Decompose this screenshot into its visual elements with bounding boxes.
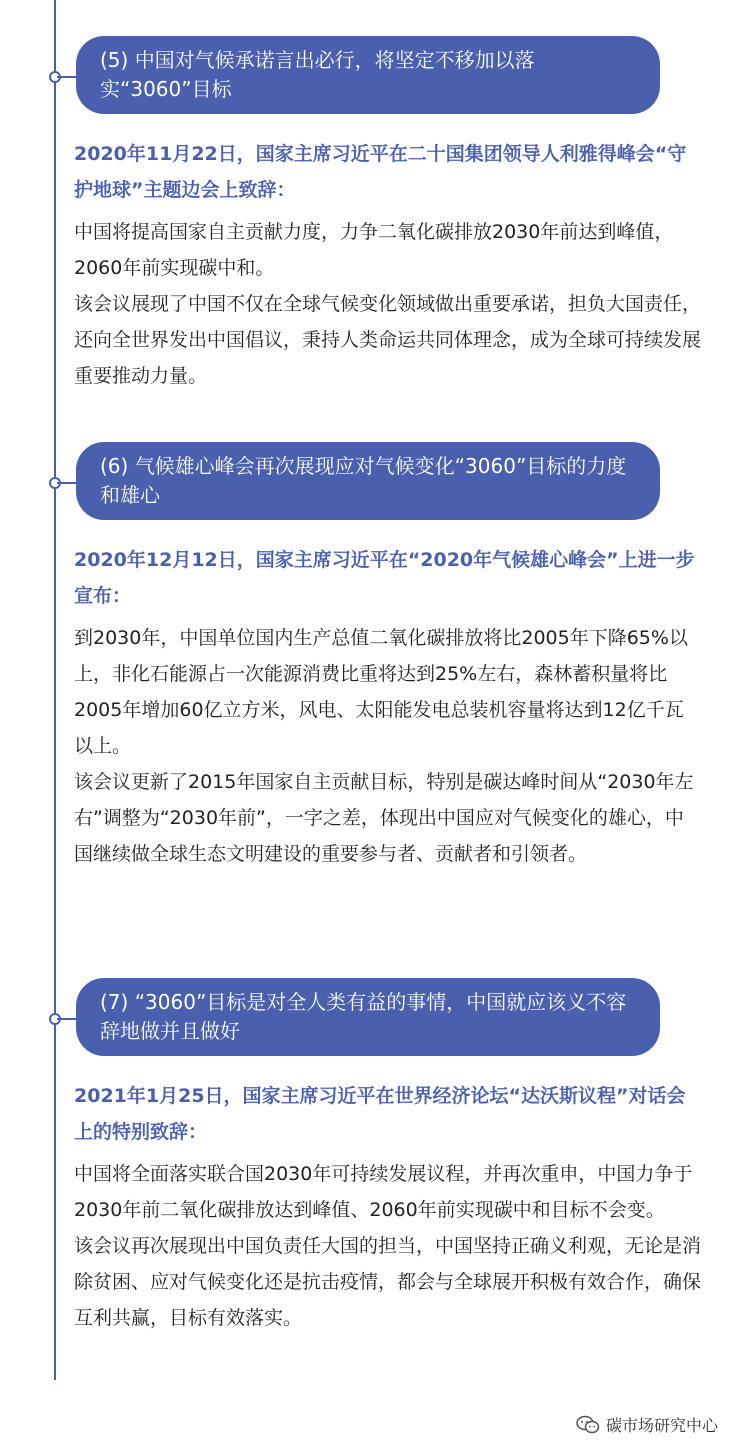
section-lead: 2020年11月22日，国家主席习近平在二十国集团领导人利雅得峰会“守护地球”主题边会上致辞： xyxy=(74,143,687,201)
section-paragraph: 中国将提高国家自主贡献力度，力争二氧化碳排放2030年前达到峰值，2060年前实现碳中和。 xyxy=(74,221,674,279)
section-paragraph: 该会议展现了中国不仅在全球气候变化领域做出重要承诺，担负大国责任，还向全世界发出中国倡议，秉持人类命运共同体理念，成为全球可持续发展重要推动力量。 xyxy=(74,293,702,387)
section-paragraph: 中国将全面落实联合国2030年可持续发展议程，并再次重申，中国力争于2030年前二氧化碳排放达到峰值、2060年前实现碳中和目标不会变。 xyxy=(74,1163,693,1221)
section-heading-5 xyxy=(76,36,660,114)
section-body-6 xyxy=(74,542,702,872)
watermark-text: 碳市场研究中心 xyxy=(605,1416,718,1435)
section-paragraph: 该会议更新了2015年国家自主贡献目标，特别是碳达峰时间从“2030年左右”调整为“2030年前”，一字之差，体现出中国应对气候变化的雄心，中国继续做全球生态文明建设的重要参与者、贡献者和引领者。 xyxy=(74,771,694,865)
section-heading-text: (7) “3060”目标是对全人类有益的事情，中国就应该义不容辞地做并且做好 xyxy=(100,990,627,1043)
section-lead: 2020年12月12日，国家主席习近平在“2020年气候雄心峰会”上进一步宣布： xyxy=(74,549,695,607)
section-heading-text: (6) 气候雄心峰会再次展现应对气候变化“3060”目标的力度和雄心 xyxy=(100,454,627,507)
section-paragraph: 该会议再次展现出中国负责任大国的担当，中国坚持正确义利观，无论是消除贫困、应对气候变化还是抗击疫情，都会与全球展开积极有效合作，确保互利共赢，目标有效落实。 xyxy=(74,1235,702,1329)
section-body-7 xyxy=(74,1078,702,1336)
timeline-line xyxy=(54,0,56,1380)
section-paragraph: 到2030年，中国单位国内生产总值二氧化碳排放将比2005年下降65%以上，非化石能源占一次能源消费比重将达到25%左右，森林蓄积量将比2005年增加60亿立方米，风电、太阳能发电总装机容量将达到12亿千瓦以上。 xyxy=(74,627,688,757)
wechat-icon xyxy=(576,1415,600,1435)
section-heading-text: (5) 中国对气候承诺言出必行，将坚定不移加以落实“3060”目标 xyxy=(100,48,535,101)
section-heading-6 xyxy=(76,442,660,520)
section-lead: 2021年1月25日，国家主席习近平在世界经济论坛“达沃斯议程”对话会上的特别致辞： xyxy=(74,1085,686,1143)
section-body-5 xyxy=(74,136,702,394)
section-heading-7 xyxy=(76,978,660,1056)
watermark xyxy=(576,1413,718,1436)
